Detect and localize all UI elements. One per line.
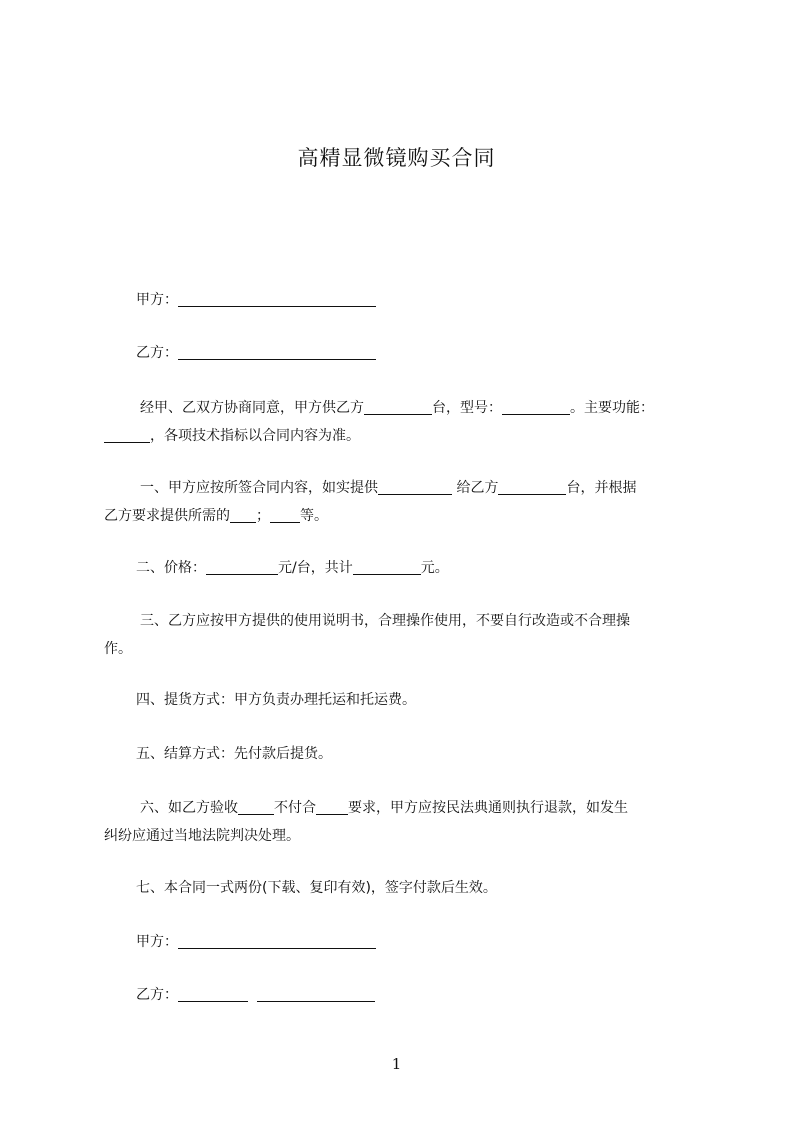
requirement-blank [316, 800, 348, 815]
clause-1-text-2: 给乙方 [456, 480, 499, 496]
unit-price-blank [206, 560, 278, 575]
intro-line-2 [104, 426, 704, 446]
document-title: 高精显微镜购买合同 [297, 146, 496, 170]
party-b-blank [178, 345, 376, 360]
clause-2-text-1: 二、价格： [136, 560, 206, 576]
party-a-label: 甲方： [136, 292, 178, 308]
party-a-blank [178, 292, 376, 307]
clause-7-line: 七、本合同一式两份(下载、复印有效)，签字付款后生效。 [136, 880, 497, 896]
clause-6-text-2: 不付合 [274, 800, 316, 816]
signature-party-a-label: 甲方： [136, 934, 178, 950]
clause-6-text-1: 六、如乙方验收 [140, 800, 238, 816]
clause-1-text-5: ； [256, 508, 270, 524]
signature-party-a-blank [178, 934, 376, 949]
signature-party-b [136, 985, 736, 1005]
clause-1-line-2 [104, 506, 704, 526]
clause-2-line [136, 558, 736, 578]
clause-2-text-3: 元。 [420, 560, 449, 576]
clause-6-text-3: 要求，甲方应按民法典通则执行退款，如发生 [348, 800, 628, 816]
party-a-line [136, 290, 736, 310]
party-b-line [136, 343, 736, 363]
party-b-label: 乙方： [136, 345, 178, 361]
clause-4-line: 四、提货方式：甲方负责办理托运和托运费。 [136, 692, 416, 708]
item-1-blank [230, 508, 256, 523]
clause-6-line-2: 纠纷应通过当地法院判决处理。 [104, 828, 300, 844]
intro-text-2: 台，型号： [432, 400, 502, 416]
inspection-blank [238, 800, 274, 815]
supply-qty-blank [498, 480, 566, 495]
total-price-blank [353, 560, 421, 575]
quantity-blank [364, 400, 432, 415]
intro-text-3: 。主要功能： [570, 400, 654, 416]
item-2-blank [270, 508, 300, 523]
clause-1-text-1: 一、甲方应按所签合同内容，如实提供 [140, 480, 378, 496]
clause-5-line: 五、结算方式：先付款后提货。 [136, 746, 332, 762]
model-blank [502, 400, 570, 415]
function-blank [104, 428, 150, 443]
signature-party-b-blank-2 [257, 987, 375, 1002]
signature-party-a [136, 932, 736, 952]
intro-text-1: 经甲、乙双方协商同意，甲方供乙方 [140, 400, 364, 416]
clause-3-line-2: 作。 [104, 641, 132, 657]
intro-text-4: ，各项技术指标以合同内容为准。 [150, 428, 360, 444]
clause-1-text-4: 乙方要求提供所需的 [104, 508, 230, 524]
signature-party-b-blank-1 [178, 987, 248, 1002]
clause-2-text-2: 元/台，共计 [278, 560, 353, 576]
intro-line-1 [140, 398, 740, 418]
clause-1-line-1 [140, 478, 740, 498]
page-number: 1 [391, 1055, 402, 1073]
supply-blank [378, 480, 452, 495]
clause-6-line-1 [140, 798, 740, 818]
clause-1-text-3: 台，并根据 [566, 480, 637, 496]
clause-3-line-1: 三、乙方应按甲方提供的使用说明书，合理操作使用，不要自行改造或不合理操 [140, 613, 630, 629]
clause-1-text-6: 等。 [300, 508, 328, 524]
signature-party-b-label: 乙方： [136, 987, 178, 1003]
